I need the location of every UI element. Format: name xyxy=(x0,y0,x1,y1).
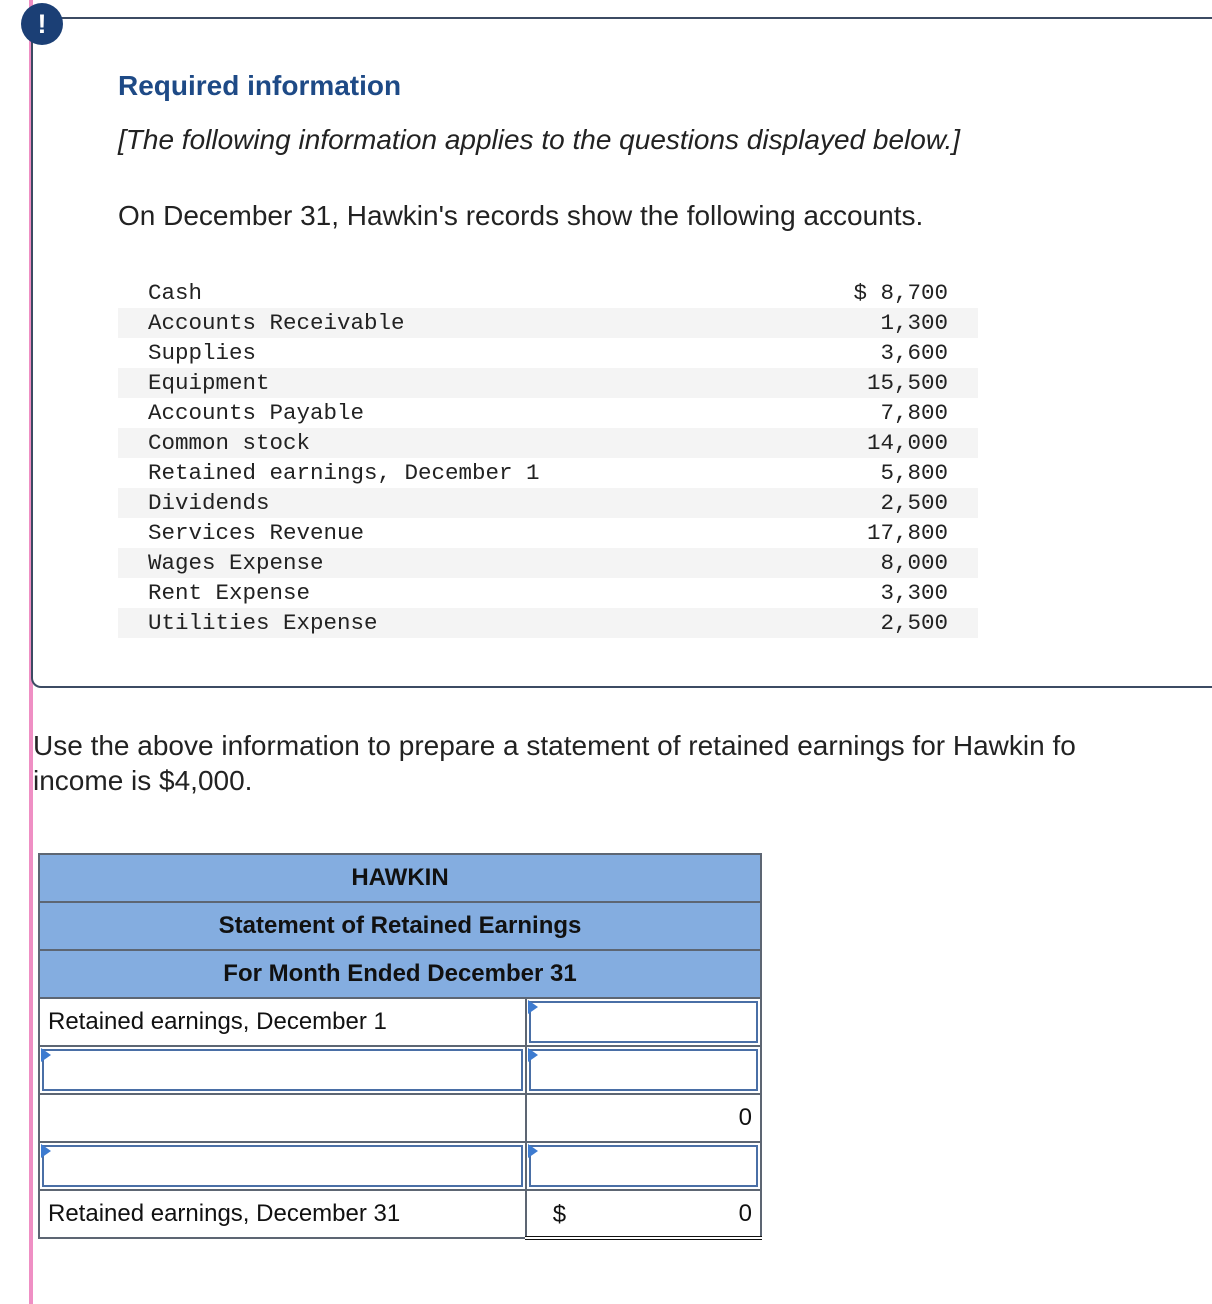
account-name: Services Revenue xyxy=(148,520,365,546)
account-row xyxy=(118,308,978,338)
account-name: Accounts Payable xyxy=(148,400,365,426)
intro-text: On December 31, Hawkin's records show the following accounts. xyxy=(118,200,924,231)
question-line-2: income is $4,000. xyxy=(33,765,253,796)
account-name: Utilities Expense xyxy=(118,608,782,638)
input-field[interactable] xyxy=(42,1145,523,1187)
ending-balance-label: Retained earnings, December 31 xyxy=(39,1190,526,1238)
account-row xyxy=(118,518,978,548)
account-name: Rent Expense xyxy=(148,580,311,606)
account-amount: 14,000 xyxy=(782,428,978,458)
alert-icon xyxy=(21,3,63,45)
row-label: Retained earnings, December 1 xyxy=(39,998,526,1046)
account-name: Cash xyxy=(148,280,203,306)
statement-row xyxy=(39,1094,761,1142)
line-item-amount-input[interactable] xyxy=(526,1046,761,1094)
input-field[interactable] xyxy=(42,1049,523,1091)
subtotal-amount: 0 xyxy=(526,1094,761,1142)
account-amount: 15,500 xyxy=(782,368,978,398)
deduction-amount-input[interactable] xyxy=(526,1142,761,1190)
account-row xyxy=(118,368,978,398)
account-row xyxy=(118,428,978,458)
statement-row xyxy=(39,1046,761,1094)
statement-period: For Month Ended December 31 xyxy=(39,950,761,998)
account-name: Common stock xyxy=(118,428,782,458)
account-amount: 3,300 xyxy=(880,580,948,606)
account-row xyxy=(118,608,978,638)
account-amount: 2,500 xyxy=(782,608,978,638)
input-field[interactable] xyxy=(529,1049,758,1091)
accounts-table xyxy=(118,278,978,638)
statement-company: HAWKIN xyxy=(39,854,761,902)
account-amount: 7,800 xyxy=(880,400,948,426)
question-line-1: Use the above information to prepare a statement of retained earnings for Hawkin fo xyxy=(33,730,1076,761)
account-row xyxy=(118,398,978,428)
account-row xyxy=(118,338,978,368)
required-info-title: Required information xyxy=(118,70,402,101)
input-field[interactable] xyxy=(529,1001,758,1043)
account-amount: 5,800 xyxy=(880,460,948,486)
account-row xyxy=(118,488,978,518)
input-marker-icon xyxy=(528,1048,538,1062)
account-row xyxy=(118,548,978,578)
account-row xyxy=(118,458,978,488)
row-label xyxy=(39,1094,526,1142)
account-amount: 1,300 xyxy=(782,308,978,338)
alert-symbol: ! xyxy=(37,8,47,39)
applies-note: [The following information applies to the questions displayed below.] xyxy=(118,124,961,155)
account-amount: $ 8,700 xyxy=(853,280,948,306)
input-marker-icon xyxy=(528,1144,538,1158)
statement-title: Statement of Retained Earnings xyxy=(39,902,761,950)
input-marker-icon xyxy=(41,1144,51,1158)
statement-row xyxy=(39,1190,761,1238)
account-name: Wages Expense xyxy=(118,548,782,578)
account-amount: 2,500 xyxy=(782,488,978,518)
line-item-label-input[interactable] xyxy=(39,1046,526,1094)
account-row xyxy=(118,578,978,608)
statement-row xyxy=(39,998,761,1046)
account-amount: 3,600 xyxy=(880,340,948,366)
account-name: Equipment xyxy=(118,368,782,398)
account-name: Dividends xyxy=(118,488,782,518)
statement-row xyxy=(39,1142,761,1190)
ending-balance-amount xyxy=(526,1190,761,1238)
account-name: Accounts Receivable xyxy=(118,308,782,338)
currency-symbol: $ xyxy=(552,1201,567,1228)
deduction-label-input[interactable] xyxy=(39,1142,526,1190)
account-amount: 8,000 xyxy=(782,548,978,578)
account-amount: 17,800 xyxy=(866,520,948,546)
account-name: Supplies xyxy=(148,340,257,366)
input-marker-icon xyxy=(41,1048,51,1062)
input-marker-icon xyxy=(528,1000,538,1014)
account-row xyxy=(118,278,978,308)
account-name: Retained earnings, December 1 xyxy=(148,460,540,486)
beginning-balance-input[interactable] xyxy=(526,998,761,1046)
question-text xyxy=(33,728,1212,798)
retained-earnings-statement xyxy=(38,853,762,1240)
input-field[interactable] xyxy=(529,1145,758,1187)
ending-balance-value: 0 xyxy=(738,1199,752,1227)
